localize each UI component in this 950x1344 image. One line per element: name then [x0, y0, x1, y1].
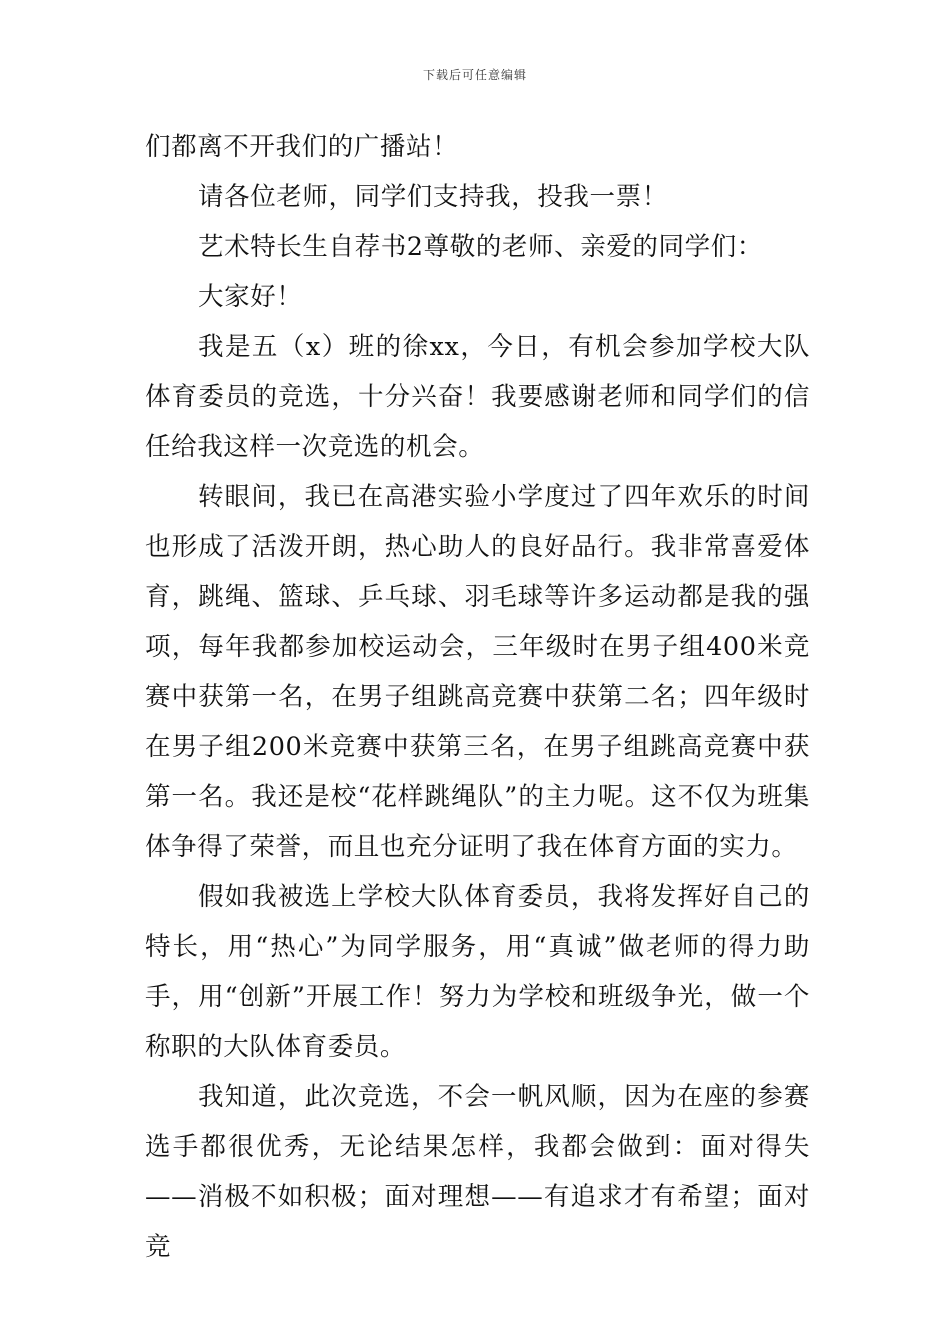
paragraph-achievements: 转眼间，我已在高港实验小学度过了四年欢乐的时间也形成了活泼开朗，热心助人的良好品行。我非常喜爱体育，跳绳、篮球、乒乓球、羽毛球等许多运动都是我的强项，每年我都参加校运动会，三年级时在男子组400米竞赛中获第一名，在男子组跳高竞赛中获第二名；四年级时在男子组200米竞赛中获第三名，在男子组跳高竞赛中获第一名。我还是校“花样跳绳队”的主力呢。这不仅为班集体争得了荣誉，而且也充分证明了我在体育方面的实力。 [145, 482, 810, 862]
paragraph-attitude: 我知道，此次竞选，不会一帆风顺，因为在座的参赛选手都很优秀，无论结果怎样，我都会做到：面对得失——消极不如积极；面对理想——有追求才有希望；面对竞 [145, 1082, 810, 1262]
page-header-note: 下载后可任意编辑 [422, 68, 527, 82]
paragraph-commitment: 假如我被选上学校大队体育委员，我将发挥好自己的特长，用“热心”为同学服务，用“真诚”做老师的得力助手，用“创新”开展工作！努力为学校和班级争光，做一个称职的大队体育委员。 [145, 882, 810, 1062]
paragraph-greeting: 大家好！ [198, 282, 303, 312]
document-body [145, 122, 810, 1272]
paragraph-continuation: 们都离不开我们的广播站！ [145, 132, 459, 162]
paragraph-introduction: 我是五（x）班的徐xx，今日，有机会参加学校大队体育委员的竞选，十分兴奋！我要感谢老师和同学们的信任给我这样一次竞选的机会。 [145, 332, 810, 462]
paragraph-title-salutation: 艺术特长生自荐书2尊敬的老师、亲爱的同学们： [198, 232, 763, 262]
paragraph-support-request: 请各位老师，同学们支持我，投我一票！ [198, 182, 668, 212]
